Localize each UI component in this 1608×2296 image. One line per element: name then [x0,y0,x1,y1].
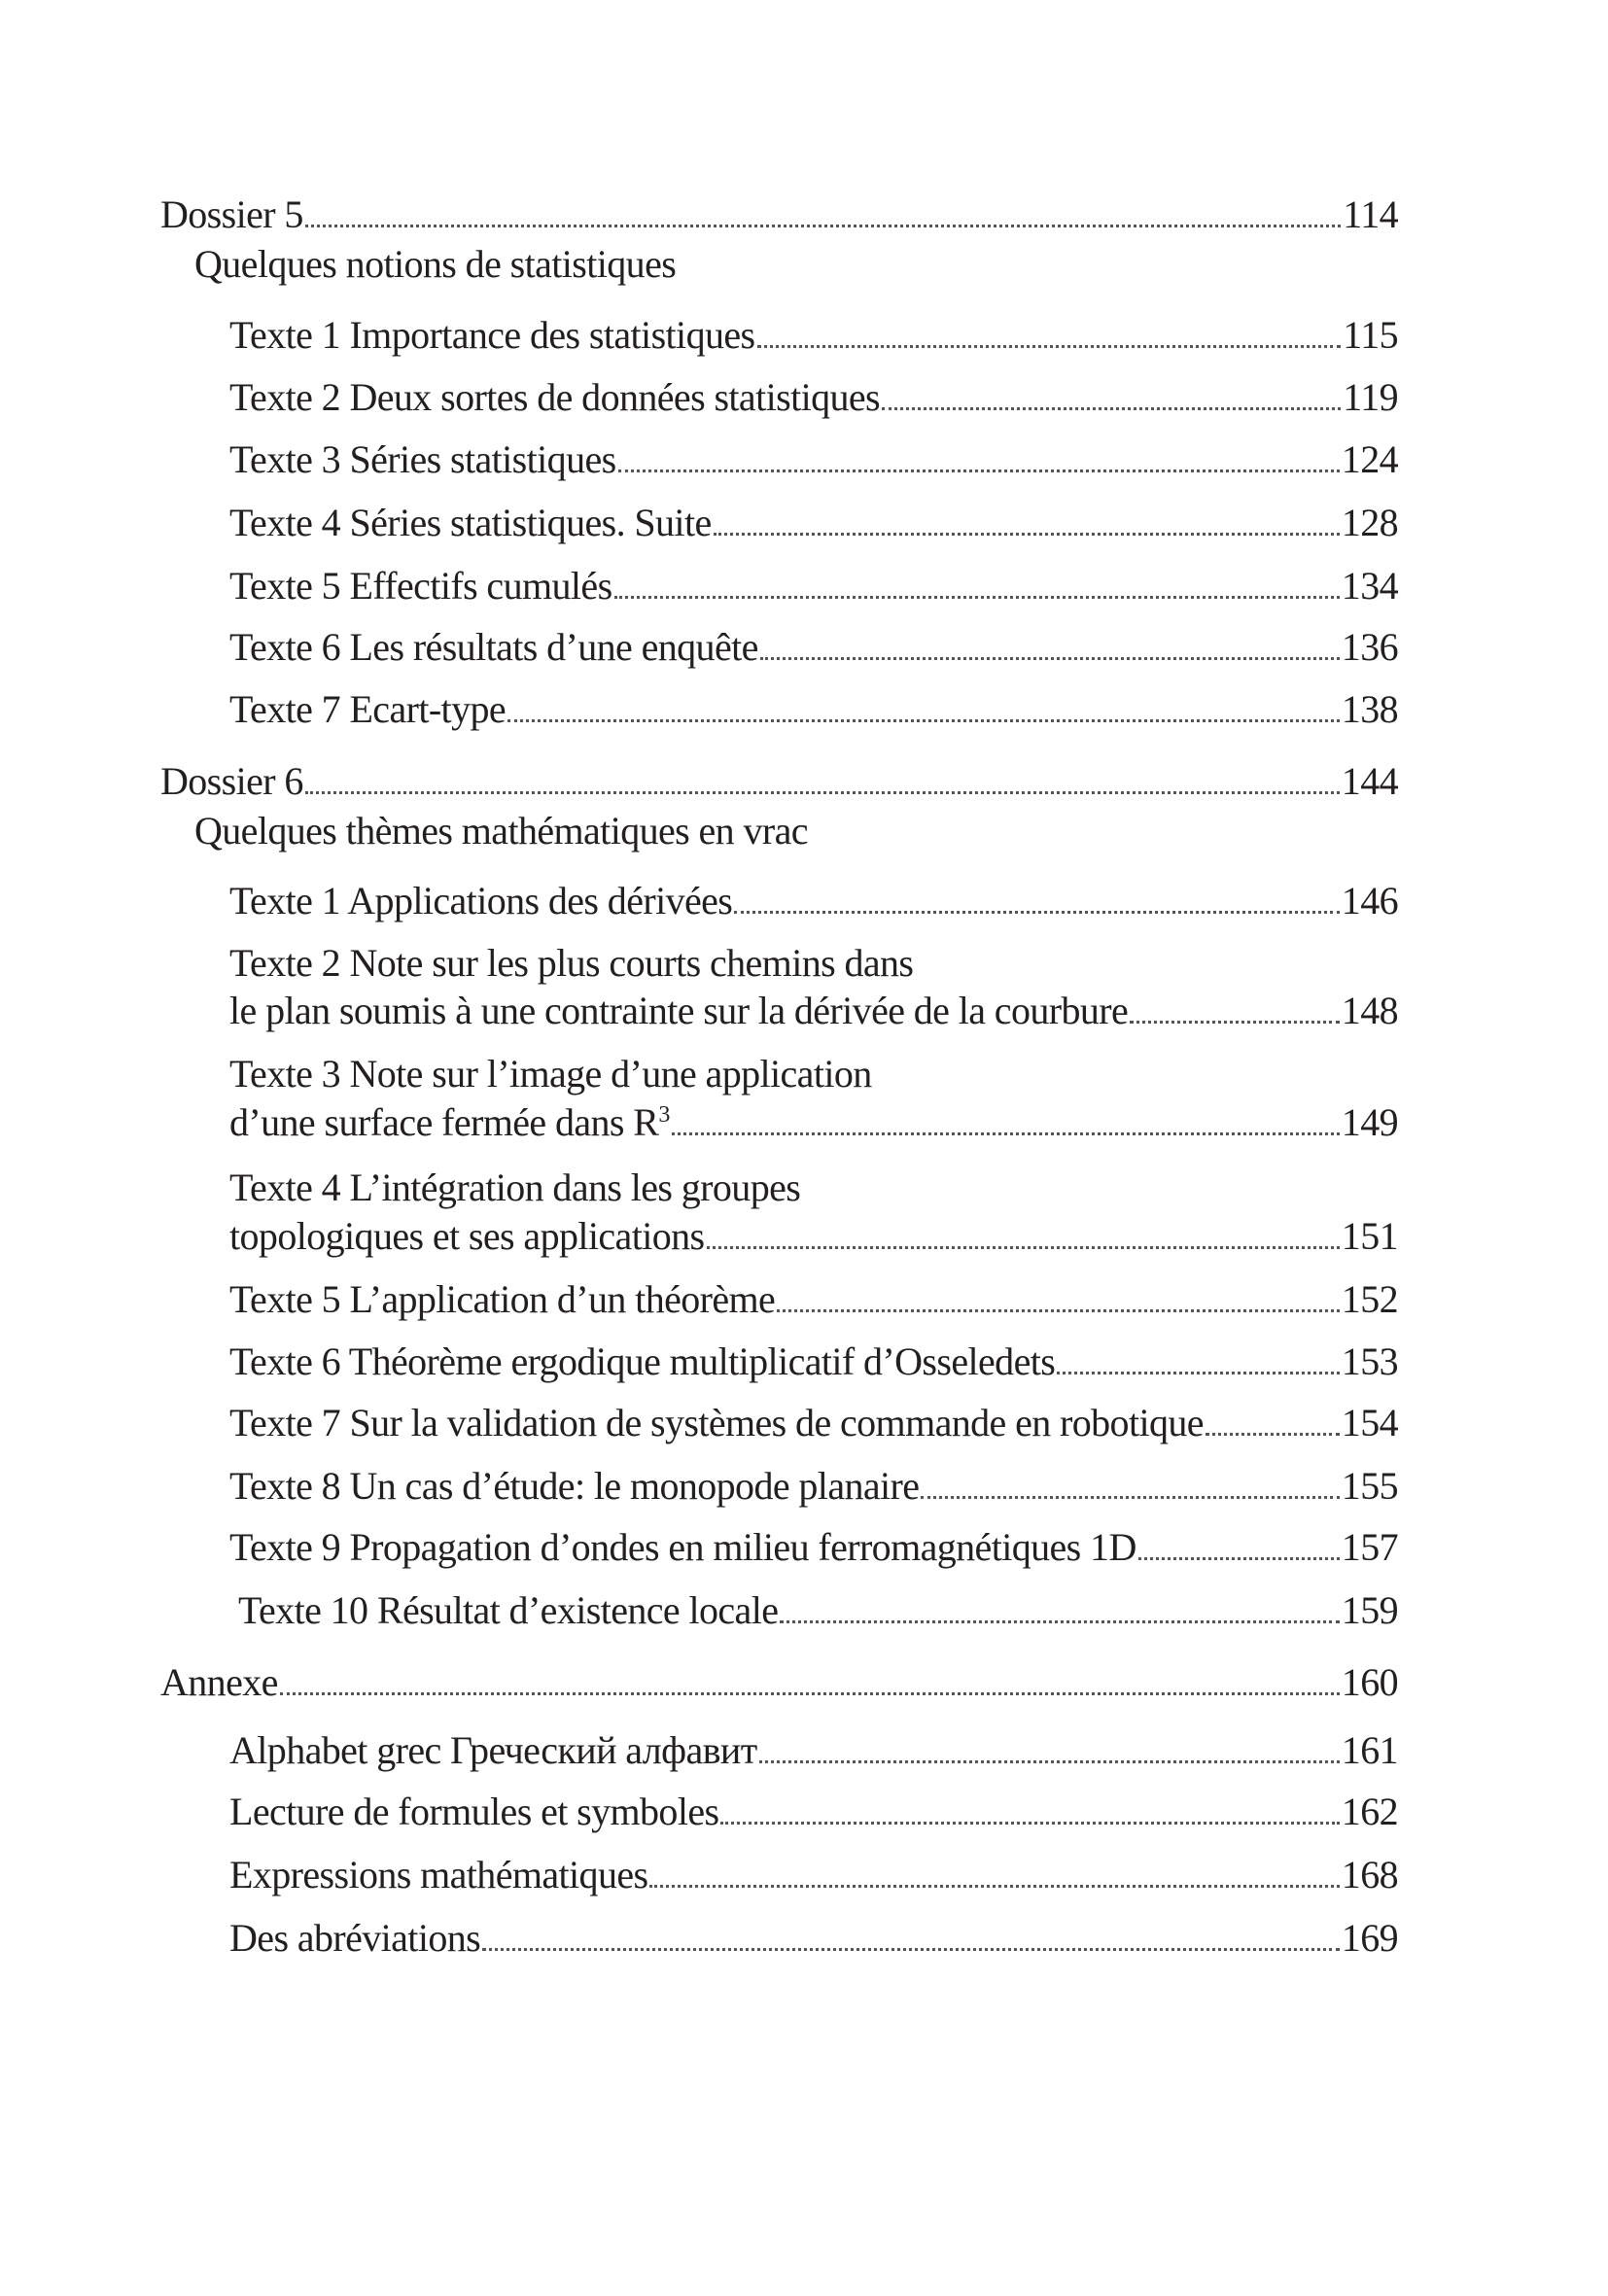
page-number: 146 [1341,879,1398,923]
dot-leader [649,1885,1339,1888]
toc-entry-title-text: Texte 4 L’intégration dans les groupes [229,1165,801,1210]
toc-entry-title-text: Texte 2 Deux sortes de données statistiques [229,374,881,419]
page-number: 162 [1341,1790,1398,1834]
page-number: 169 [1341,1915,1398,1960]
toc-entry [229,685,1398,734]
toc-entry-title-text: Texte 9 Propagation d’ondes en milieu ferromagnétiques 1D [229,1525,1136,1570]
toc-entry-title-text: Texte 6 Les résultats d’une enquête [229,624,758,669]
toc-entry [229,1914,1398,1963]
page-number: 159 [1341,1587,1398,1632]
page-number: 124 [1341,437,1398,482]
page-number: 114 [1343,191,1398,236]
toc-entry-title [229,562,612,610]
toc-entry-title-text: Dossier 5 [160,191,303,236]
toc-entry [229,1788,1398,1836]
toc-entry-title-text: Texte 1 Applications des dérivées [229,879,733,923]
toc-entry-title-text: Quelques notions de statistiques [194,241,677,286]
toc-section-subtitle [194,240,1398,289]
toc-entry-title [229,939,913,988]
page-number: 119 [1343,374,1398,419]
toc-entry-title [229,1914,480,1963]
toc-entry-title-text: Texte 2 Note sur les plus courts chemins dans [229,940,914,985]
toc-entry-title-text: Alphabet grec Греческий алфавит [229,1728,757,1773]
toc-entry-title [229,1851,647,1899]
toc-entry-title [229,1050,872,1098]
toc-entry-title [229,499,712,547]
toc-entry-title-text: Quelques thèmes mathématiques en vrac [194,809,808,853]
dot-leader [507,719,1340,722]
dot-leader [707,1246,1340,1249]
dot-leader [777,1309,1340,1312]
dot-leader [618,470,1340,472]
toc-entry-title [194,240,676,289]
toc-entry-title [229,373,880,422]
toc-entry [229,499,1398,547]
toc-entry [229,623,1398,672]
toc-entry-title [229,877,732,925]
toc-entry-title [238,1586,778,1635]
dot-leader [482,1948,1340,1951]
toc-entry-title-text: Lecture de formules et symboles [229,1790,719,1834]
dot-leader [759,1760,1340,1763]
toc-entry [229,1050,1398,1098]
page-number: 144 [1341,759,1398,804]
toc-entry [229,1726,1398,1775]
toc-entry-title-text: Texte 1 Importance des statistiques [229,313,755,358]
page-number: 152 [1341,1276,1398,1321]
toc-entry [229,1523,1398,1572]
toc-entry-title [229,1275,775,1324]
toc-section-entry [160,191,1398,239]
page-number: 148 [1341,989,1398,1033]
dot-leader [672,1132,1340,1135]
toc-entry [229,311,1398,360]
toc-entry-title-text: Texte 10 Résultat d’existence locale [238,1587,779,1632]
toc-entry [229,1462,1398,1511]
dot-leader [1130,1021,1340,1024]
page-number: 154 [1341,1401,1398,1445]
page-number: 160 [1341,1659,1398,1704]
page-number: 153 [1341,1339,1398,1384]
toc-entry-title-text: Texte 3 Note sur l’image d’une application [229,1051,872,1096]
dot-leader [921,1496,1339,1499]
dot-leader [305,225,1341,227]
dot-leader [1057,1372,1340,1374]
dot-leader [305,791,1340,794]
toc-section-entry [160,757,1398,806]
toc-entry-title [229,1726,757,1775]
toc-entry-title-text: Texte 7 Sur la validation de systèmes de commande en robotique [229,1401,1204,1445]
toc-entry-title [229,685,506,734]
toc-entry-title-text: le plan soumis à une contrainte sur la dérivée de la courbure [229,989,1129,1033]
toc-entry-title-text: Texte 8 Un cas d’étude: le monopode planaire [229,1464,920,1509]
toc-entry-title-text: Texte 6 Théorème ergodique multiplicatif d’Osseledets [229,1339,1056,1384]
page-number: 155 [1341,1464,1398,1509]
toc-entry [229,1275,1398,1324]
page-number: 161 [1341,1728,1398,1773]
dot-leader [882,407,1341,410]
toc-entry-title [229,1098,670,1147]
dot-leader [720,1822,1339,1825]
toc-entry [229,1098,1398,1147]
page-number: 168 [1341,1853,1398,1897]
toc-entry-title-text: Texte 7 Ecart-type [229,687,507,732]
toc-entry-title-text: Dossier 6 [160,759,303,804]
toc-entry-title [229,1338,1055,1386]
toc-entry-title [229,1523,1136,1572]
toc-entry [229,987,1398,1035]
dot-leader [280,1692,1340,1695]
toc-entry-title-text: Des abréviations [229,1915,481,1960]
toc-entry-title [160,757,303,806]
toc-entry-title-text: Expressions mathématiques [229,1853,648,1897]
page-number: 136 [1341,624,1398,669]
toc-entry-title-text: Texte 4 Séries statistiques. Suite [229,500,712,544]
dot-leader [760,657,1340,660]
toc-entry [229,562,1398,610]
toc-entry-title-text: Annexe [160,1659,278,1704]
page-number: 149 [1341,1099,1398,1144]
toc-entry-title [160,191,303,239]
toc-entry-title [229,987,1128,1035]
toc-entry-title [229,1164,800,1212]
dot-leader [780,1620,1339,1623]
toc-entry [229,939,1398,988]
toc-entry-title-text: Texte 5 L’application d’un théorème [229,1276,776,1321]
toc-entry-title [229,435,616,484]
toc-entry-title-text: Texte 3 Séries statistiques [229,437,616,482]
toc-entry [229,1338,1398,1386]
toc-section-entry [160,1658,1398,1707]
dot-leader [734,911,1340,914]
dot-leader [757,345,1342,348]
page-number: 128 [1341,500,1398,544]
toc-entry-title-text: d’une surface fermée dans R [229,1099,659,1144]
page-number: 157 [1341,1525,1398,1570]
dot-leader [1206,1433,1340,1436]
toc-entry [229,1212,1398,1261]
dot-leader [1138,1557,1340,1560]
toc-entry-title [229,623,758,672]
dot-leader [614,596,1340,599]
toc-section-subtitle [194,807,1398,855]
toc-entry [229,435,1398,484]
toc-entry [229,1164,1398,1212]
dot-leader [714,533,1340,536]
toc-entry [238,1586,1398,1635]
page-number: 134 [1341,563,1398,608]
toc-entry [229,1399,1398,1447]
toc-entry-title [229,1788,718,1836]
toc-entry-title [229,1212,705,1261]
toc-entry [229,373,1398,422]
page-number: 138 [1341,687,1398,732]
toc-entry-title [229,1399,1204,1447]
toc-entry-title-text: topologiques et ses applications [229,1213,705,1258]
toc-entry-title [194,807,808,855]
superscript: 3 [658,1101,670,1128]
toc-entry-title-text: Texte 5 Effectifs cumulés [229,563,612,608]
toc-entry [229,877,1398,925]
toc-entry-title [229,1462,919,1511]
page-number: 115 [1343,313,1398,358]
toc-entry [229,1851,1398,1899]
toc-entry-title [229,311,755,360]
page-number: 151 [1341,1213,1398,1258]
toc-entry-title [160,1658,278,1707]
